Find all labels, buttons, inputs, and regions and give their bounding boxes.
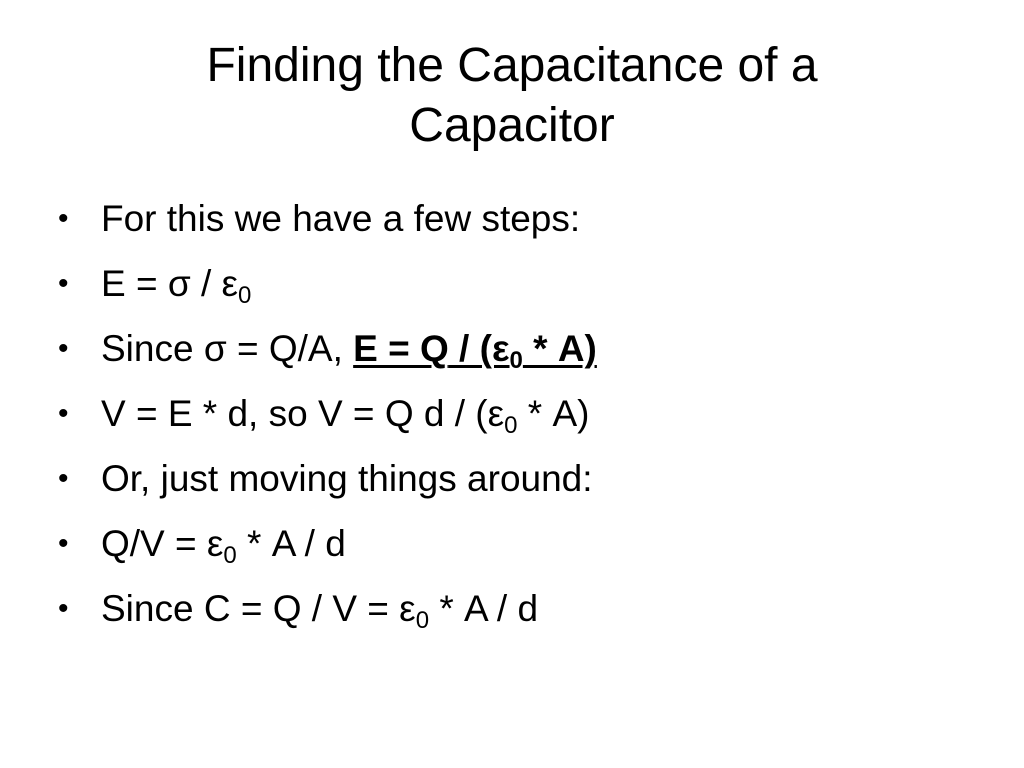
bullet-item-charge-density: [58, 316, 978, 381]
bullet-item-field-equation: [58, 251, 978, 316]
emphasized-equation: [353, 328, 597, 374]
bullet-icon: •: [58, 267, 69, 300]
bullet-item-voltage-equation: [58, 381, 978, 446]
bullet-icon: •: [58, 332, 69, 365]
subscript: 0: [509, 347, 523, 374]
bullet-text: Or, just moving things around:: [101, 458, 593, 499]
bullet-item-q-over-v: [58, 511, 978, 576]
bullet-text: E = σ / ε: [101, 263, 239, 304]
bullet-text: Since C = Q / V = ε: [101, 588, 416, 629]
emphasized-equation-part: * A): [522, 328, 597, 369]
bullet-text: For this we have a few steps:: [101, 198, 581, 239]
slide-title-line-2: Capacitor: [409, 99, 615, 152]
subscript: 0: [238, 282, 252, 309]
bullet-text: Since σ = Q/A,: [101, 328, 354, 369]
bullet-item-rearrange: [58, 446, 978, 511]
bullet-icon: •: [58, 202, 69, 235]
bullet-text: * A): [517, 393, 590, 434]
subscript: 0: [415, 607, 430, 634]
bullet-icon: •: [58, 397, 69, 430]
bullet-icon: •: [58, 527, 69, 560]
bullet-text: * A / d: [236, 523, 346, 564]
emphasized-equation-part: E = Q: [353, 328, 449, 369]
bullet-icon: •: [58, 592, 69, 625]
bullet-text: Q/V = ε: [101, 523, 224, 564]
bullet-text: V = E * d, so V = Q d / (ε: [101, 393, 505, 434]
bullet-text: * A / d: [429, 588, 539, 629]
slide-title: [0, 36, 1024, 156]
bullet-item-capacitance: [58, 576, 978, 641]
slide-title-line-1: Finding the Capacitance of a: [206, 39, 818, 92]
emphasized-equation-part: / (ε: [448, 328, 510, 369]
subscript: 0: [504, 412, 518, 439]
subscript: 0: [223, 542, 237, 569]
bullet-item-steps-intro: [58, 186, 978, 251]
bullet-list: [58, 186, 978, 641]
bullet-icon: •: [58, 462, 69, 495]
